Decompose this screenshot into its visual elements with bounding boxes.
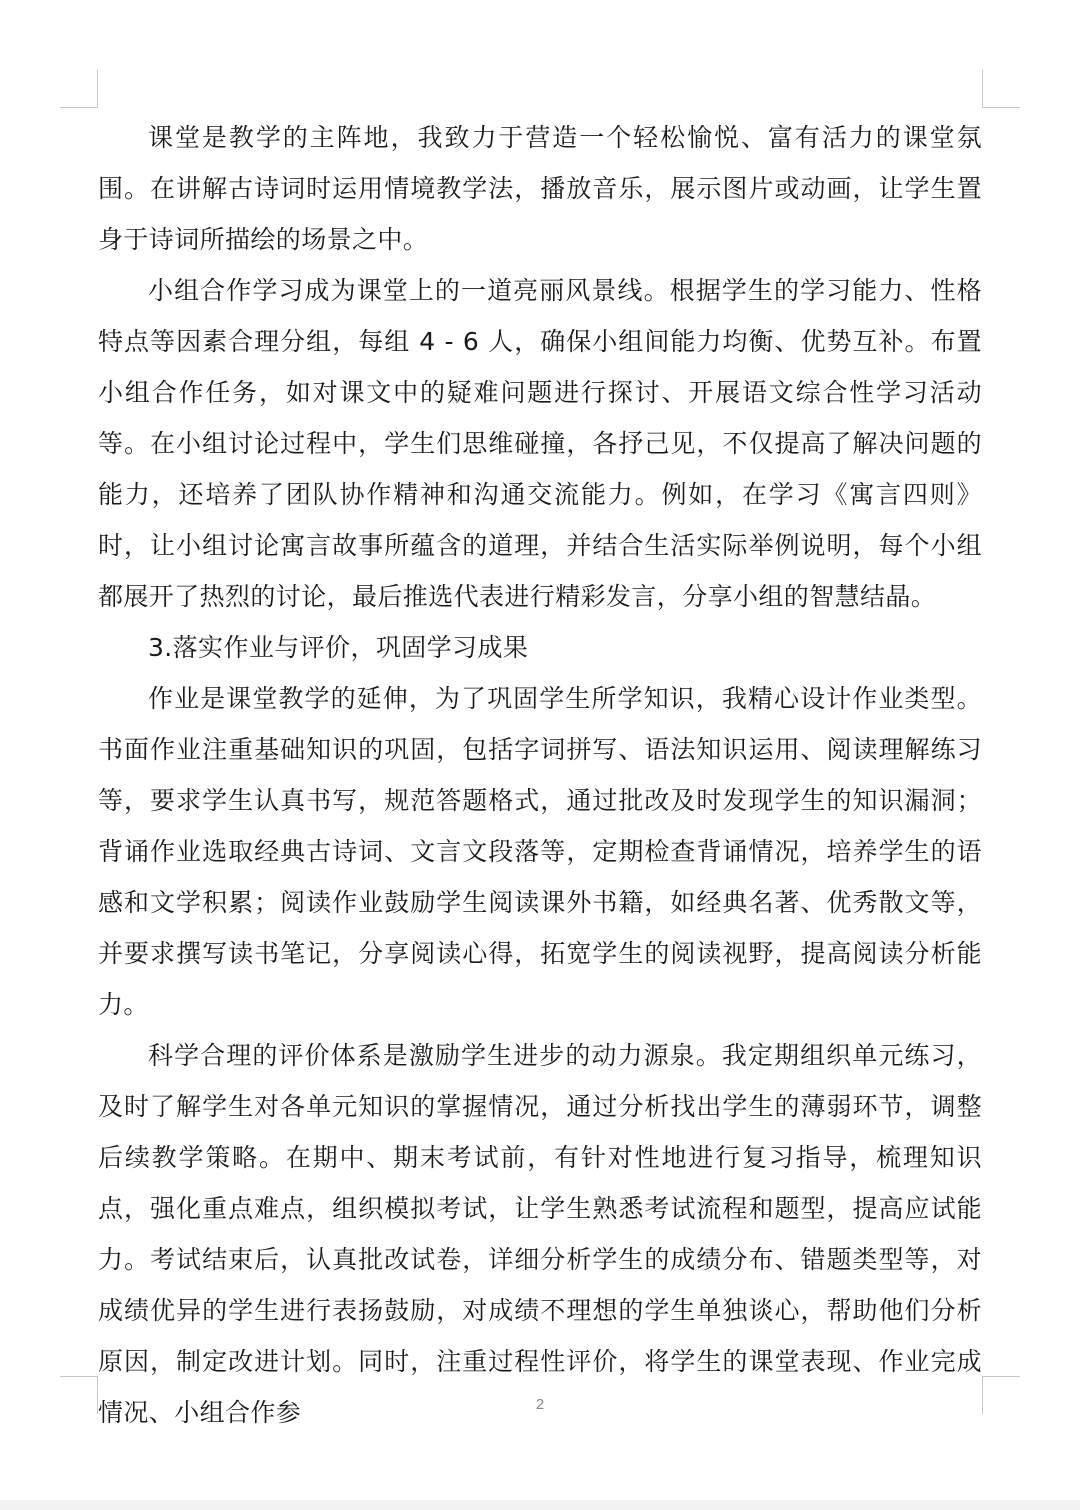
crop-mark-top-right-h [982,107,1020,108]
section-heading-homework: 3.落实作业与评价，巩固学习成果 [148,633,529,662]
crop-mark-top-left-v [97,70,98,108]
crop-mark-bottom-right-h [982,1376,1020,1377]
document-body [98,112,982,1438]
paragraph-homework: 作业是课堂教学的延伸，为了巩固学生所学知识，我精心设计作业类型。书面作业注重基础知识的巩固，包括字词拼写、语法知识运用、阅读理解练习等，要求学生认真书写，规范答题格式，通过批改及时发现学生的知识漏洞；背诵作业选取经典古诗词、文言文段落等，定期检查背诵情况，培养学生的语感和文学积累；阅读作业鼓励学生阅读课外书籍，如经典名著、优秀散文等，并要求撰写读书笔记，分享阅读心得，拓宽学生的阅读视野，提高阅读分析能力。 [98,684,982,1019]
paragraph-group-learning: 小组合作学习成为课堂上的一道亮丽风景线。根据学生的学习能力、性格特点等因素合理分组，每组 4 - 6 人，确保小组间能力均衡、优势互补。布置小组合作任务，如对课文中的疑难问题进行探讨、开展语文综合性学习活动等。在小组讨论过程中，学生们思维碰撞，各抒己见，不仅提高了解决问题的能力，还培养了团队协作精神和沟通交流能力。例如，在学习《寓言四则》时，让小组讨论寓言故事所蕴含的道理，并结合生活实际举例说明，每个小组都展开了热烈的讨论，最后推选代表进行精彩发言，分享小组的智慧结晶。 [98,276,982,611]
crop-mark-bottom-left-h [60,1376,98,1377]
page-number: 2 [535,1396,545,1413]
crop-mark-top-right-v [982,70,983,108]
page-bottom-edge [0,1500,1080,1510]
crop-mark-top-left-h [60,107,98,108]
paragraph-classroom: 课堂是教学的主阵地，我致力于营造一个轻松愉悦、富有活力的课堂氛围。在讲解古诗词时运用情境教学法，播放音乐，展示图片或动画，让学生置身于诗词所描绘的场景之中。 [98,123,982,254]
paragraph-evaluation: 科学合理的评价体系是激励学生进步的动力源泉。我定期组织单元练习，及时了解学生对各单元知识的掌握情况，通过分析找出学生的薄弱环节，调整后续教学策略。在期中、期末考试前，有针对性地进行复习指导，梳理知识点，强化重点难点，组织模拟考试，让学生熟悉考试流程和题型，提高应试能力。考试结束后，认真批改试卷，详细分析学生的成绩分布、错题类型等，对成绩优异的学生进行表扬鼓励，对成绩不理想的学生单独谈心，帮助他们分析原因，制定改进计划。同时，注重过程性评价，将学生的课堂表现、作业完成情况、小组合作参 [98,1041,982,1427]
